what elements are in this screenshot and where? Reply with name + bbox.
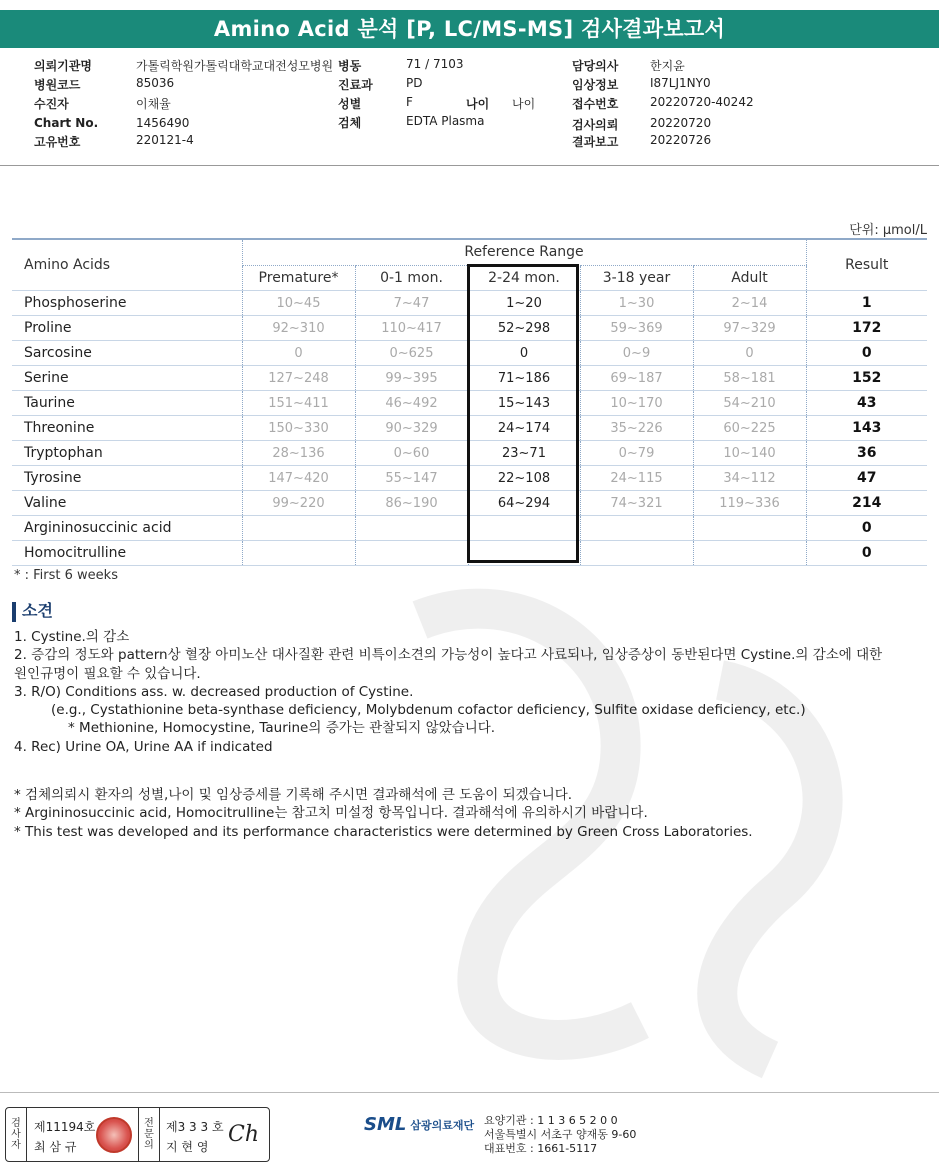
ref-range-cell: 10~170 bbox=[580, 391, 693, 416]
amino-acid-name: Sarcosine bbox=[12, 341, 242, 366]
table-row bbox=[12, 291, 927, 316]
notes bbox=[14, 786, 753, 841]
ref-range-cell: 99~395 bbox=[355, 366, 468, 391]
amino-acid-name: Argininosuccinic acid bbox=[12, 516, 242, 541]
ref-range-cell: 147~420 bbox=[242, 466, 355, 491]
ref-range-cell bbox=[468, 516, 580, 541]
patient-label: 수진자 bbox=[34, 97, 69, 111]
table-row bbox=[12, 366, 927, 391]
result-cell: 1 bbox=[806, 291, 927, 316]
col-result: Result bbox=[806, 239, 927, 291]
ref-range-cell: 54~210 bbox=[693, 391, 806, 416]
table-row bbox=[12, 516, 927, 541]
table-row bbox=[12, 466, 927, 491]
amino-acid-name: Valine bbox=[12, 491, 242, 516]
receipt-label: 접수번호 bbox=[572, 97, 619, 111]
ref-range-cell bbox=[355, 516, 468, 541]
ref-range-cell bbox=[580, 516, 693, 541]
lab-phone: 대표번호 : 1661-5117 bbox=[484, 1142, 598, 1155]
table-row bbox=[12, 491, 927, 516]
uid-label: 고유번호 bbox=[34, 135, 81, 149]
ref-range-cell bbox=[242, 516, 355, 541]
request-value: 20220720 bbox=[650, 116, 712, 130]
ref-range-cell: 55~147 bbox=[355, 466, 468, 491]
ref-range-cell: 127~248 bbox=[242, 366, 355, 391]
ref-range-cell: 150~330 bbox=[242, 416, 355, 441]
ref-range-cell: 0~60 bbox=[355, 441, 468, 466]
ref-range-cell: 58~181 bbox=[693, 366, 806, 391]
ref-range-cell: 69~187 bbox=[580, 366, 693, 391]
table-row bbox=[12, 316, 927, 341]
amino-acid-name: Homocitrulline bbox=[12, 541, 242, 566]
receipt-value: 20220720-40242 bbox=[650, 95, 754, 109]
chart-value: 1456490 bbox=[136, 116, 190, 130]
report-date-value: 20220726 bbox=[650, 133, 712, 147]
header-divider bbox=[0, 165, 939, 166]
dept-value: PD bbox=[406, 76, 423, 90]
ref-col-header: 3-18 year bbox=[580, 265, 693, 291]
note-line: * 검체의뢰시 환자의 성별,나이 및 임상증세를 기록해 주시면 결과해석에 큰 도움이 되겠습니다. bbox=[14, 787, 573, 803]
age-label: 나이 bbox=[466, 97, 490, 111]
ref-range-cell: 1~30 bbox=[580, 291, 693, 316]
ref-range-cell bbox=[693, 541, 806, 566]
ref-range-cell: 60~225 bbox=[693, 416, 806, 441]
foundation-name: 삼광의료재단 bbox=[410, 1118, 475, 1132]
comment-line: 1. Cystine.의 감소 bbox=[14, 629, 130, 645]
ref-range-cell bbox=[242, 541, 355, 566]
ward-label: 병동 bbox=[338, 59, 362, 73]
comments bbox=[14, 628, 882, 756]
ref-range-cell: 99~220 bbox=[242, 491, 355, 516]
ref-range-cell: 86~190 bbox=[355, 491, 468, 516]
amino-acid-name: Taurine bbox=[12, 391, 242, 416]
ref-range-cell bbox=[693, 516, 806, 541]
org-value: 가톨릭학원가톨릭대학교대전성모병원 bbox=[136, 59, 334, 73]
specimen-value: EDTA Plasma bbox=[406, 114, 485, 128]
result-cell: 143 bbox=[806, 416, 927, 441]
section-title-text: 소견 bbox=[22, 601, 53, 620]
result-cell: 0 bbox=[806, 516, 927, 541]
ref-range-cell: 110~417 bbox=[355, 316, 468, 341]
lab-code: 요양기관 : 1 1 3 6 5 2 0 0 bbox=[484, 1114, 618, 1127]
uid-value: 220121-4 bbox=[136, 133, 194, 147]
hosp-code-label: 병원코드 bbox=[34, 78, 81, 92]
ref-range-cell: 34~112 bbox=[693, 466, 806, 491]
ref-col-header: Premature* bbox=[242, 265, 355, 291]
specialist-no: 제3 3 3 호 bbox=[166, 1120, 224, 1134]
comment-line: (e.g., Cystathionine beta-synthase deficiency, Molybdenum cofactor deficiency, Sulfite oxidase deficiency, etc.) bbox=[51, 702, 806, 719]
hosp-code-value: 85036 bbox=[136, 76, 175, 90]
result-cell: 172 bbox=[806, 316, 927, 341]
table-row bbox=[12, 541, 927, 566]
section-title bbox=[12, 598, 53, 622]
ward-value: 71 / 7103 bbox=[406, 57, 464, 71]
lab-address: 서울특별시 서초구 양재동 9-60 bbox=[484, 1128, 637, 1141]
table-row bbox=[12, 341, 927, 366]
amino-acid-name: Tryptophan bbox=[12, 441, 242, 466]
lab-info bbox=[484, 1114, 636, 1156]
ref-range-cell: 15~143 bbox=[468, 391, 580, 416]
footer-divider bbox=[0, 1092, 939, 1093]
dept-label: 진료과 bbox=[338, 78, 373, 92]
amino-acid-name: Tyrosine bbox=[12, 466, 242, 491]
note-line: * This test was developed and its performance characteristics were determined by Green Cross Laboratories. bbox=[14, 823, 753, 840]
result-cell: 47 bbox=[806, 466, 927, 491]
org-label: 의뢰기관명 bbox=[34, 59, 92, 73]
clinical-value: I87LJ1NY0 bbox=[650, 76, 711, 90]
ref-range-cell: 0~9 bbox=[580, 341, 693, 366]
result-cell: 36 bbox=[806, 441, 927, 466]
ref-range-cell: 0~79 bbox=[580, 441, 693, 466]
request-label: 검사의뢰 bbox=[572, 118, 619, 132]
signature-box bbox=[5, 1107, 270, 1162]
report-date-label: 결과보고 bbox=[572, 135, 619, 149]
result-cell: 152 bbox=[806, 366, 927, 391]
signature: Ch bbox=[228, 1122, 260, 1147]
ref-range-cell: 92~310 bbox=[242, 316, 355, 341]
amino-acid-name: Serine bbox=[12, 366, 242, 391]
unit-label: 단위: μmol/L bbox=[849, 223, 927, 238]
ref-range-cell: 1~20 bbox=[468, 291, 580, 316]
col-reference-range: Reference Range bbox=[242, 239, 806, 265]
specimen-label: 검체 bbox=[338, 116, 362, 130]
ref-range-cell: 2~14 bbox=[693, 291, 806, 316]
comment-line: * Methionine, Homocystine, Taurine의 증가는 관찰되지 않았습니다. bbox=[68, 720, 496, 737]
sex-label: 성별 bbox=[338, 97, 362, 111]
comment-line: 원인규명이 필요할 수 있습니다. bbox=[14, 665, 201, 682]
comment-line: 2. 증감의 정도와 pattern상 혈장 아미노산 대사질환 관련 비특이소견의 가능성이 높다고 사료되나, 임상증상이 동반된다면 Cystine.의 감소에 대한 bbox=[14, 647, 883, 664]
ref-range-cell: 64~294 bbox=[468, 491, 580, 516]
ref-col-header: 0-1 mon. bbox=[355, 265, 468, 291]
specialist-name: 지 현 영 bbox=[166, 1140, 209, 1154]
ref-range-cell: 0~625 bbox=[355, 341, 468, 366]
ref-range-cell: 7~47 bbox=[355, 291, 468, 316]
amino-acid-name: Phosphoserine bbox=[12, 291, 242, 316]
sml-logo bbox=[364, 1114, 474, 1135]
ref-range-cell: 74~321 bbox=[580, 491, 693, 516]
ref-range-cell: 119~336 bbox=[693, 491, 806, 516]
age-value: 나이 bbox=[512, 97, 536, 111]
ref-range-cell: 151~411 bbox=[242, 391, 355, 416]
inspector-name: 최 삼 규 bbox=[34, 1140, 77, 1154]
result-cell: 43 bbox=[806, 391, 927, 416]
sex-value: F bbox=[406, 95, 413, 109]
ref-range-cell: 24~115 bbox=[580, 466, 693, 491]
table-row bbox=[12, 391, 927, 416]
ref-range-cell: 23~71 bbox=[468, 441, 580, 466]
col-amino-acids: Amino Acids bbox=[12, 239, 242, 291]
ref-range-cell: 90~329 bbox=[355, 416, 468, 441]
patient-value: 이채율 bbox=[136, 97, 171, 111]
ref-range-cell: 10~45 bbox=[242, 291, 355, 316]
table-row bbox=[12, 441, 927, 466]
result-cell: 0 bbox=[806, 541, 927, 566]
ref-range-cell bbox=[468, 541, 580, 566]
amino-acid-name: Proline bbox=[12, 316, 242, 341]
doctor-value: 한지윤 bbox=[650, 59, 685, 73]
premature-footnote: * : First 6 weeks bbox=[14, 568, 118, 583]
ref-range-cell: 28~136 bbox=[242, 441, 355, 466]
ref-range-cell: 0 bbox=[693, 341, 806, 366]
ref-range-cell: 0 bbox=[242, 341, 355, 366]
note-line: * Argininosuccinic acid, Homocitrulline는 참고치 미설정 항목입니다. 결과해석에 유의하시기 바랍니다. bbox=[14, 805, 648, 822]
ref-range-cell: 59~369 bbox=[580, 316, 693, 341]
ref-range-cell: 22~108 bbox=[468, 466, 580, 491]
table-row bbox=[12, 416, 927, 441]
result-cell: 214 bbox=[806, 491, 927, 516]
comment-line: 3. R/O) Conditions ass. w. decreased production of Cystine. bbox=[14, 683, 414, 700]
ref-range-cell: 46~492 bbox=[355, 391, 468, 416]
report-title: Amino Acid 분석 [P, LC/MS-MS] 검사결과보고서 bbox=[0, 10, 939, 48]
amino-acid-name: Threonine bbox=[12, 416, 242, 441]
ref-range-cell bbox=[580, 541, 693, 566]
ref-range-cell: 71~186 bbox=[468, 366, 580, 391]
ref-range-cell: 97~329 bbox=[693, 316, 806, 341]
ref-range-cell: 35~226 bbox=[580, 416, 693, 441]
clinical-label: 임상정보 bbox=[572, 78, 619, 92]
result-cell: 0 bbox=[806, 341, 927, 366]
ref-col-header: 2-24 mon. bbox=[468, 265, 580, 291]
ref-range-cell: 24~174 bbox=[468, 416, 580, 441]
ref-range-cell bbox=[355, 541, 468, 566]
ref-range-cell: 10~140 bbox=[693, 441, 806, 466]
ref-range-cell: 52~298 bbox=[468, 316, 580, 341]
chart-label: Chart No. bbox=[34, 116, 99, 130]
inspector-no: 제11194호 bbox=[34, 1120, 96, 1134]
ref-range-cell: 0 bbox=[468, 341, 580, 366]
amino-acid-table bbox=[12, 238, 927, 566]
specialist-label: 전 문 의 bbox=[138, 1108, 160, 1161]
comment-line: 4. Rec) Urine OA, Urine AA if indicated bbox=[14, 738, 273, 755]
seal-stamp bbox=[96, 1117, 132, 1153]
doctor-label: 담당의사 bbox=[572, 59, 619, 73]
ref-col-header: Adult bbox=[693, 265, 806, 291]
sml-logo-mark: SML bbox=[364, 1114, 407, 1135]
inspector-label: 검 사 자 bbox=[6, 1108, 27, 1161]
